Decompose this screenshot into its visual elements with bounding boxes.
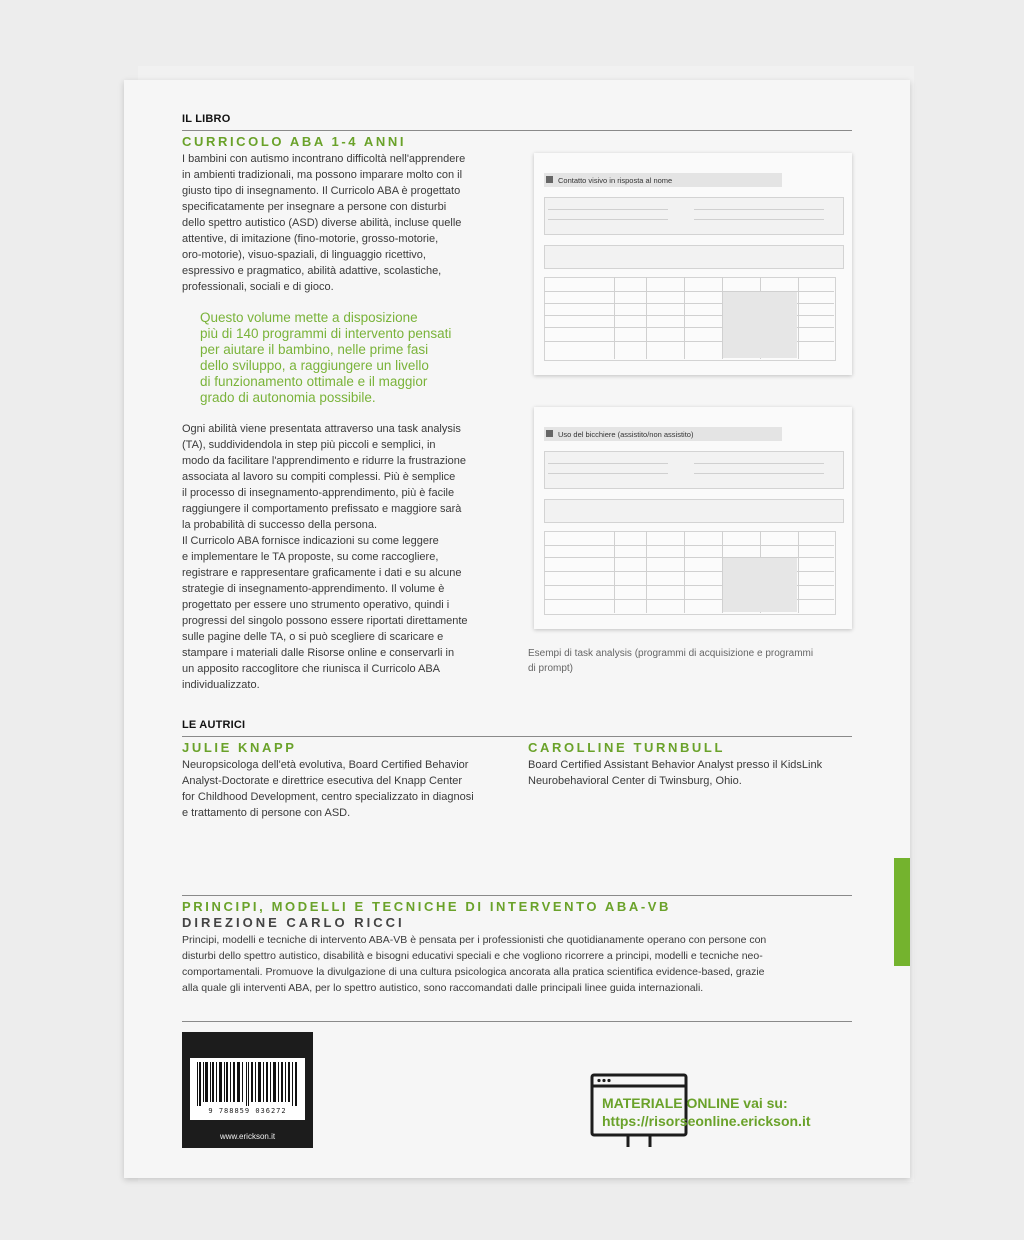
desc-line: espressivo e pragmatico, abilità adattive, scolastiche,	[182, 265, 442, 277]
checkbox-icon	[546, 176, 553, 183]
series-line: Principi, modelli e tecniche di intervento ABA-VB è pensata per i professionisti che quotidianamente operano con persone con	[182, 934, 767, 946]
table-shaded-cells	[723, 292, 797, 358]
publisher-url: www.erickson.it	[219, 1132, 276, 1141]
desc-line: giusto tipo di insegnamento. Il Curricolo ABA è progettato	[182, 185, 461, 197]
table-col-line	[798, 531, 799, 613]
barcode-bars-icon	[196, 1062, 299, 1106]
desc-line: individualizzato.	[182, 679, 260, 691]
form-line	[548, 219, 668, 220]
section-rule	[182, 130, 852, 131]
section-rule	[182, 736, 852, 737]
desc-line: un apposito raccoglitore che riunisca il Curricolo ABA	[182, 663, 441, 675]
series-line: disturbi dello spettro autistico, disabilità e bisogni educativi speciali e che vogliono ricorrere a principi, modelli e tecniche neo-	[182, 950, 763, 962]
form-line	[694, 463, 824, 464]
desc-line: I bambini con autismo incontrano difficoltà nell'apprendere	[182, 153, 466, 165]
book-title: CURRICOLO ABA 1-4 ANNI	[182, 134, 407, 149]
desc-line: raggiungere il comportamento prefissato e maggiore sarà	[182, 503, 462, 515]
online-url-link[interactable]: https://risorseonline.erickson.it	[602, 1113, 811, 1129]
bio-line: Board Certified Assistant Behavior Analyst presso il KidsLink	[528, 759, 823, 771]
desc-line: attentive, di imitazione (fino-motorie, grosso-motorie,	[182, 233, 439, 245]
form-title-bar	[544, 173, 782, 187]
quote-line: di funzionamento ottimale e il maggior	[200, 374, 428, 389]
barcode-label	[190, 1058, 305, 1120]
section-rule	[182, 1021, 852, 1022]
table-col-line	[646, 277, 647, 359]
desc-line: progressi del singolo possono essere riportati direttamente	[182, 615, 468, 627]
form-criteria-box	[544, 245, 844, 269]
form-criteria-box	[544, 499, 844, 523]
desc-line: oro-motorie), visuo-spaziali, di linguaggio ricettivo,	[182, 249, 426, 261]
book-description-2	[182, 421, 512, 693]
bio-line: Neuropsicologa dell'età evolutiva, Board Certified Behavior	[182, 759, 469, 771]
bio-line: for Childhood Development, centro specializzato in diagnosi	[182, 791, 474, 803]
bio-line: Analyst-Doctorate e direttrice esecutiva del Knapp Center	[182, 775, 463, 787]
form-line	[694, 473, 824, 474]
desc-line: in ambienti tradizionali, ma possono imparare molto con il	[182, 169, 463, 181]
series-description	[182, 932, 852, 996]
form-line	[694, 209, 824, 210]
figure-caption	[528, 646, 848, 676]
form-line	[548, 209, 668, 210]
bio-line: e trattamento di persone con ASD.	[182, 807, 351, 819]
section-rule	[182, 895, 852, 896]
highlight-quote	[200, 310, 510, 406]
form-line	[548, 463, 668, 464]
author-1-name: JULIE KNAPP	[182, 740, 297, 755]
task-analysis-form-preview	[534, 153, 852, 375]
table-col-line	[684, 277, 685, 359]
online-vai: vai su:	[739, 1095, 788, 1111]
author-1-bio	[182, 757, 512, 821]
series-line: comportamentali. Promuove la divulgazione di una cultura psicologica ancorata alla pratica scientifica evidence-based, grazie	[182, 966, 765, 978]
series-direction: DIREZIONE CARLO RICCI	[182, 915, 405, 930]
green-edge-tab	[894, 858, 910, 966]
form-title-bar	[544, 427, 782, 441]
book-description	[182, 151, 512, 295]
table-col-line	[614, 531, 615, 613]
table-shaded-cells	[723, 558, 797, 612]
form-info-box	[544, 197, 844, 235]
form-line	[548, 473, 668, 474]
form-info-box	[544, 451, 844, 489]
caption-line: Esempi di task analysis (programmi di acquisizione e programmi	[528, 648, 814, 659]
caption-line: di prompt)	[528, 663, 574, 674]
form-title: Uso del bicchiere (assistito/non assistito)	[558, 430, 694, 439]
checkbox-icon	[546, 430, 553, 437]
section-heading-autrici: LE AUTRICI	[182, 719, 246, 731]
desc-line: professionali, sociali e di gioco.	[182, 281, 334, 293]
desc-line: e implementare le TA proposte, su come raccogliere,	[182, 551, 439, 563]
isbn-number: 9 788859 036272	[208, 1107, 287, 1115]
desc-line: dello spettro autistico (ASD) diverse abilità, incluse quelle	[182, 217, 462, 229]
desc-line: Ogni abilità viene presentata attraverso una task analysis	[182, 423, 461, 435]
desc-line: specificatamente per insegnare a persone con disturbi	[182, 201, 447, 213]
desc-line: il processo di insegnamento-apprendimento, più è facile	[182, 487, 455, 499]
form-line	[694, 219, 824, 220]
desc-line: Il Curricolo ABA fornisce indicazioni su come leggere	[182, 535, 439, 547]
book-back-cover	[124, 80, 910, 1178]
desc-line: la probabilità di successo della persona.	[182, 519, 378, 531]
task-analysis-form-preview	[534, 407, 852, 629]
series-title: PRINCIPI, MODELLI E TECNICHE DI INTERVENTO ABA-VB	[182, 899, 672, 914]
quote-line: Questo volume mette a disposizione	[200, 310, 418, 325]
desc-line: modo da facilitare l'apprendimento e ridurre la frustrazione	[182, 455, 466, 467]
quote-line: dello sviluppo, a raggiungere un livello	[200, 358, 429, 373]
desc-line: progettato per essere uno strumento operativo, quindi i	[182, 599, 450, 611]
desc-line: strategie di insegnamento-apprendimento. Il volume è	[182, 583, 445, 595]
section-heading-libro: IL LIBRO	[182, 113, 231, 125]
table-col-line	[798, 277, 799, 359]
quote-line: più di 140 programmi di intervento pensati	[200, 326, 452, 341]
quote-line: grado di autonomia possibile.	[200, 390, 376, 405]
desc-line: (TA), suddividendola in step più piccoli e semplici, in	[182, 439, 436, 451]
online-label: MATERIALE ONLINE	[602, 1095, 740, 1111]
series-line: alla quale gli interventi ABA, per lo spettro autistico, sono raccomandati dalle principali linee guida internazionali.	[182, 982, 704, 994]
desc-line: registrare e rappresentare graficamente i dati e su alcune	[182, 567, 462, 579]
bio-line: Neurobehavioral Center di Twinsburg, Ohio.	[528, 775, 742, 787]
desc-line: sulle pagine delle TA, o si può scegliere di scaricare e	[182, 631, 444, 643]
table-col-line	[646, 531, 647, 613]
desc-line: stampare i materiali dalle Risorse online e conservarli in	[182, 647, 455, 659]
isbn-barcode	[182, 1032, 313, 1148]
table-col-line	[614, 277, 615, 359]
desc-line: associata al lavoro su compiti complessi. Più è semplice	[182, 471, 456, 483]
table-col-line	[684, 531, 685, 613]
form-title: Contatto visivo in risposta al nome	[558, 176, 673, 185]
quote-line: per aiutare il bambino, nelle prime fasi	[200, 342, 429, 357]
table-line	[544, 545, 834, 546]
online-materials	[602, 1094, 811, 1130]
author-2-bio	[528, 757, 852, 789]
author-2-name: CAROLLINE TURNBULL	[528, 740, 726, 755]
